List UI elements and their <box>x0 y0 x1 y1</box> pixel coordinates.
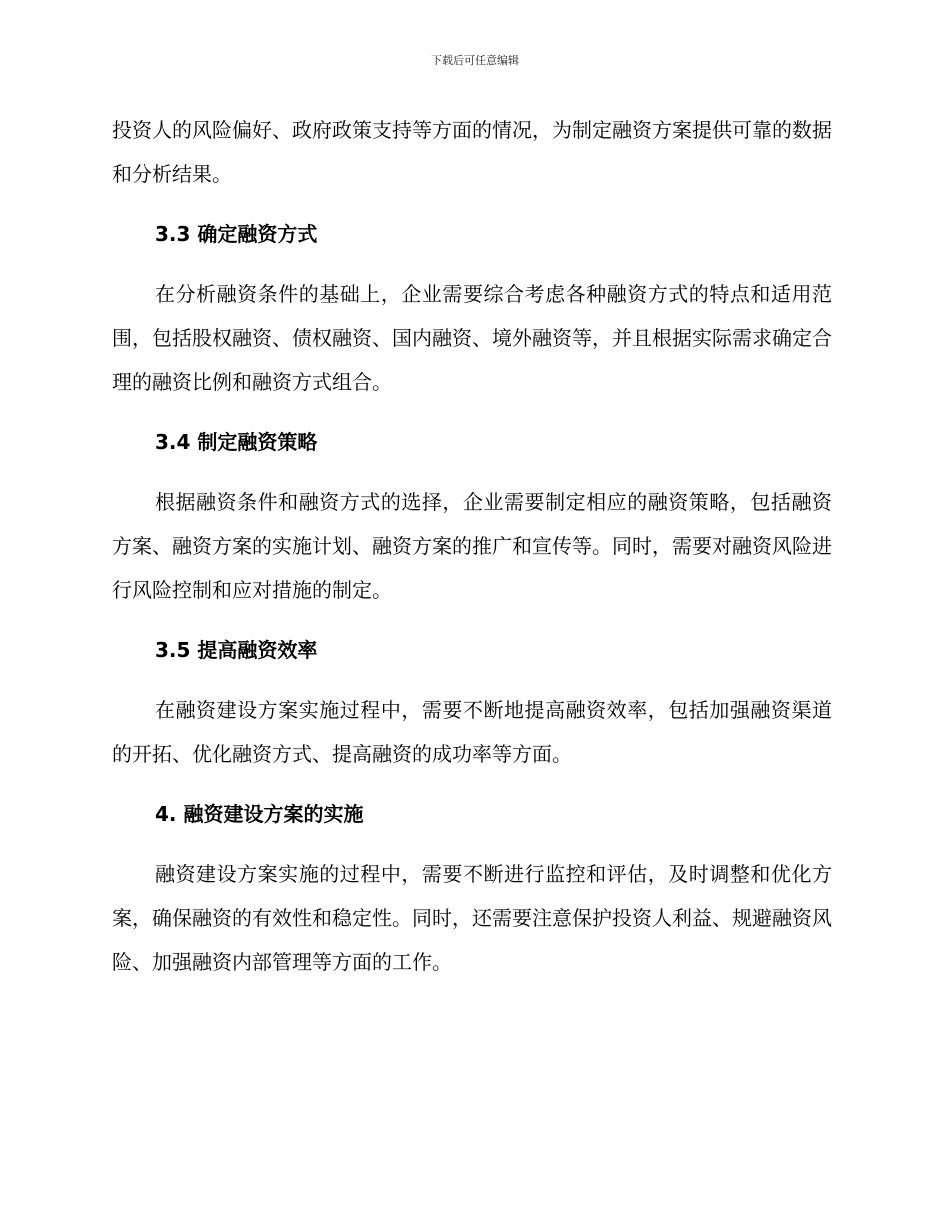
section-heading-3-3: 3.3 确定融资方式 <box>155 222 318 246</box>
section-paragraph-4: 融资建设方案实施的过程中，需要不断进行监控和评估，及时调整和优化方案，确保融资的有效性和稳定性。同时，还需要注意保护投资人利益、规避融资风险、加强融资内部管理等方面的工作。 <box>112 862 832 974</box>
section-heading-4: 4. 融资建设方案的实施 <box>155 802 364 826</box>
intro-paragraph: 投资人的风险偏好、政府政策支持等方面的情况，为制定融资方案提供可靠的数据和分析结果。 <box>112 118 832 186</box>
document-body <box>112 108 832 984</box>
section-paragraph-3-3: 在分析融资条件的基础上，企业需要综合考虑各种融资方式的特点和适用范围，包括股权融资、债权融资、国内融资、境外融资等，并且根据实际需求确定合理的融资比例和融资方式组合。 <box>112 282 832 394</box>
section-paragraph-3-5: 在融资建设方案实施过程中，需要不断地提高融资效率，包括加强融资渠道的开拓、优化融资方式、提高融资的成功率等方面。 <box>112 698 832 766</box>
section-heading-3-5: 3.5 提高融资效率 <box>155 638 318 662</box>
section-heading-3-4: 3.4 制定融资策略 <box>155 430 318 454</box>
section-paragraph-3-4: 根据融资条件和融资方式的选择，企业需要制定相应的融资策略，包括融资方案、融资方案的实施计划、融资方案的推广和宣传等。同时，需要对融资风险进行风险控制和应对措施的制定。 <box>112 490 832 602</box>
page-header-note: 下载后可任意编辑 <box>431 54 519 67</box>
